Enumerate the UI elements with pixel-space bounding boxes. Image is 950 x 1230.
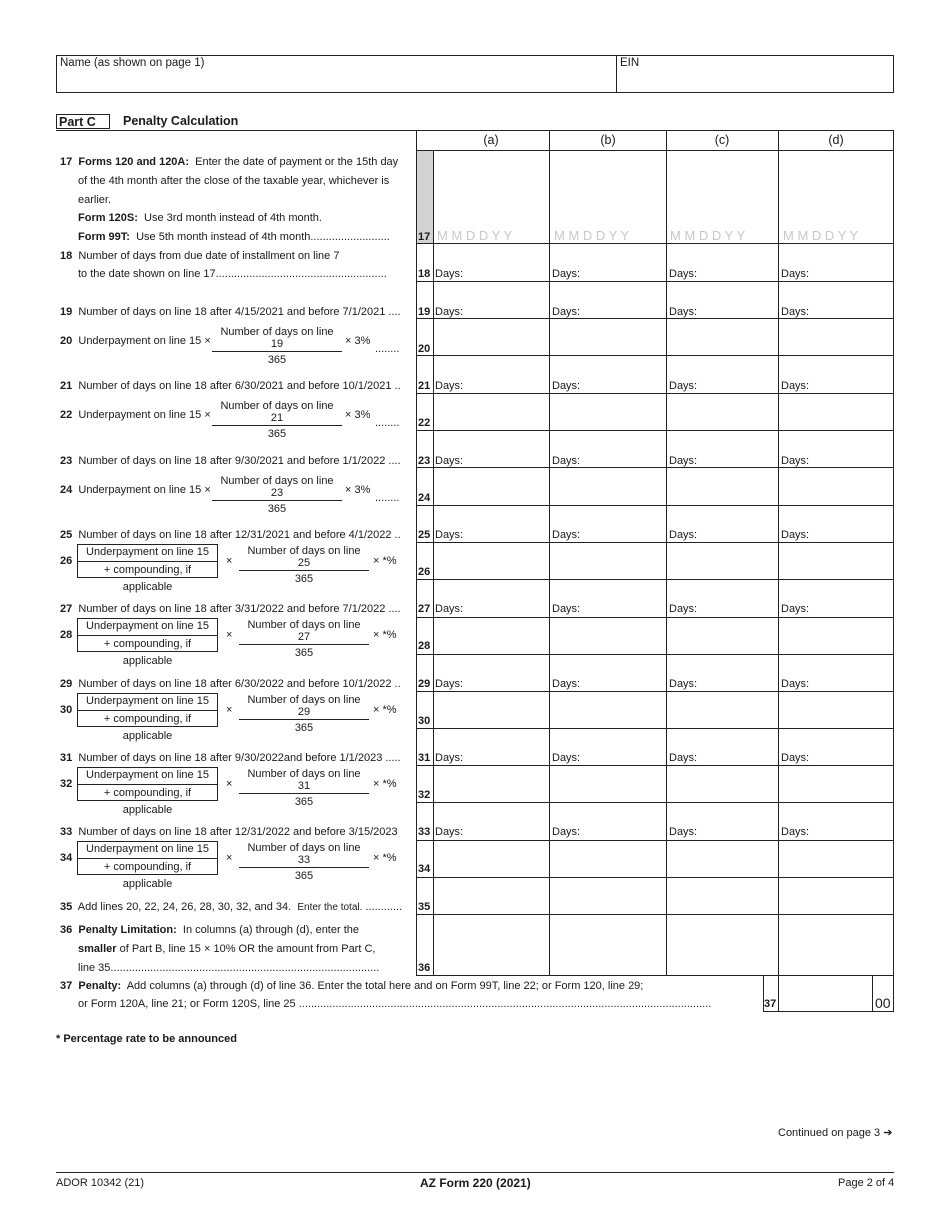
days-field-a[interactable]: Days: — [435, 455, 464, 467]
days-field-d[interactable]: Days: — [781, 455, 810, 467]
days-field-a[interactable]: Days: — [435, 529, 464, 541]
footer-form-title: AZ Form 220 (2021) — [420, 1176, 531, 1190]
date-field-c[interactable]: M M D D Y Y — [670, 228, 746, 243]
days-field-c[interactable]: Days: — [669, 752, 698, 764]
days-field-c[interactable]: Days: — [669, 455, 698, 467]
days-field-a[interactable]: Days: — [435, 268, 464, 280]
days-field-c[interactable]: Days: — [669, 826, 698, 838]
days-field-a[interactable]: Days: — [435, 603, 464, 615]
date-field-d[interactable]: M M D D Y Y — [783, 228, 859, 243]
days-field-d[interactable]: Days: — [781, 268, 810, 280]
days-field-d[interactable]: Days: — [781, 380, 810, 392]
days-field-b[interactable]: Days: — [552, 380, 581, 392]
days-field-b[interactable]: Days: — [552, 268, 581, 280]
days-field-b[interactable]: Days: — [552, 826, 581, 838]
days-field-c[interactable]: Days: — [669, 603, 698, 615]
days-field-d[interactable]: Days: — [781, 752, 810, 764]
days-field-c[interactable]: Days: — [669, 306, 698, 318]
part-title: Penalty Calculation — [123, 114, 239, 128]
days-field-b[interactable]: Days: — [552, 306, 581, 318]
ein-label: EIN — [620, 57, 640, 69]
column-a-header: (a) — [483, 133, 499, 147]
days-field-d[interactable]: Days: — [781, 826, 810, 838]
days-field-b[interactable]: Days: — [552, 752, 581, 764]
days-field-a[interactable]: Days: — [435, 380, 464, 392]
footer-form-id: ADOR 10342 (21) — [56, 1177, 145, 1189]
days-field-a[interactable]: Days: — [435, 306, 464, 318]
days-field-c[interactable]: Days: — [669, 529, 698, 541]
footer-page-number: Page 2 of 4 — [838, 1177, 895, 1189]
date-field-b[interactable]: M M D D Y Y — [554, 228, 630, 243]
part-label: Part C — [56, 114, 110, 129]
column-d-header: (d) — [828, 133, 844, 147]
name-label: Name (as shown on page 1) — [60, 57, 205, 69]
total-cents: 00 — [875, 995, 891, 1011]
column-c-header: (c) — [714, 133, 730, 147]
continued-note: Continued on page 3 ➔ — [778, 1127, 893, 1139]
days-field-b[interactable]: Days: — [552, 455, 581, 467]
days-field-d[interactable]: Days: — [781, 306, 810, 318]
days-field-a[interactable]: Days: — [435, 678, 464, 690]
days-field-a[interactable]: Days: — [435, 826, 464, 838]
name-ein-header — [56, 55, 894, 93]
date-field-a[interactable]: M M D D Y Y — [437, 228, 513, 243]
days-field-b[interactable]: Days: — [552, 529, 581, 541]
footnote: * Percentage rate to be announced — [56, 1033, 237, 1045]
column-b-header: (b) — [600, 133, 616, 147]
days-field-d[interactable]: Days: — [781, 678, 810, 690]
days-field-a[interactable]: Days: — [435, 752, 464, 764]
days-field-b[interactable]: Days: — [552, 678, 581, 690]
days-field-c[interactable]: Days: — [669, 380, 698, 392]
days-field-c[interactable]: Days: — [669, 268, 698, 280]
days-field-d[interactable]: Days: — [781, 603, 810, 615]
days-field-c[interactable]: Days: — [669, 678, 698, 690]
days-field-d[interactable]: Days: — [781, 529, 810, 541]
days-field-b[interactable]: Days: — [552, 603, 581, 615]
